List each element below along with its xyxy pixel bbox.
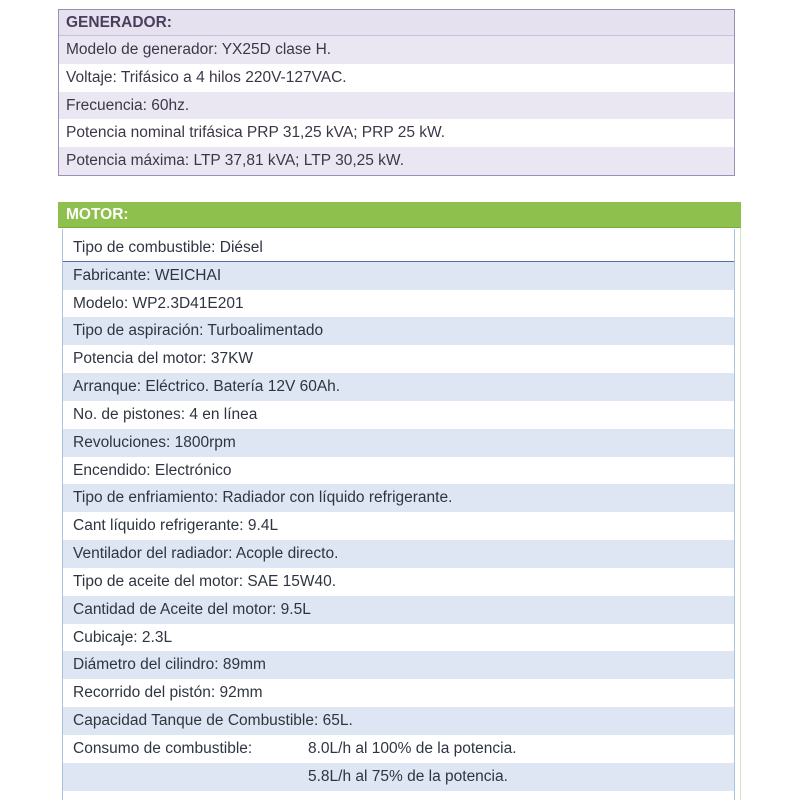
motor-row: Capacidad Tanque de Combustible: 65L. [63,707,734,735]
motor-row: Cubicaje: 2.3L [73,628,173,646]
motor-row: Arranque: Eléctrico. Batería 12V 60Ah. [63,373,734,401]
motor-row: Tipo de aceite del motor: SAE 15W40. [73,572,337,590]
generador-row: Frecuencia: 60hz. [59,92,734,120]
motor-row: Diámetro del cilindro: 89mm [63,651,734,679]
motor-row: Tipo de combustible: Diésel [63,234,734,262]
consumo-label: Consumo de combustible: [73,739,253,757]
consumo-value: 8.0L/h al 100% de la potencia. [308,739,517,757]
consumo-row [63,763,734,791]
motor-row: Cantidad de Aceite del motor: 9.5L [63,596,734,624]
consumo-row-cut [63,791,734,800]
motor-row: Modelo: WP2.3D41E201 [73,294,244,312]
consumo-row [63,735,734,763]
generador-table [58,9,735,176]
motor-table-edge [740,228,741,800]
motor-row: No. de pistones: 4 en línea [73,405,258,423]
motor-row: Potencia del motor: 37KW [73,350,254,368]
motor-row: Encendido: Electrónico [73,461,232,479]
motor-row: Tipo de enfriamiento: Radiador con líquido refrigerante. [63,484,734,512]
motor-row: Ventilador del radiador: Acople directo. [63,540,734,568]
motor-table [62,229,735,800]
consumo-value: 5.8L/h al 75% de la potencia. [308,767,508,785]
generador-row: Potencia nominal trifásica PRP 31,25 kVA; PRP 25 kW. [66,124,446,142]
motor-row: Tipo de aspiración: Turboalimentado [63,317,734,345]
motor-row: Fabricante: WEICHAI [63,262,734,290]
generador-row: Potencia máxima: LTP 37,81 kVA; LTP 30,25 kW. [59,147,734,175]
motor-row: Cant líquido refrigerante: 9.4L [73,517,279,535]
motor-row: Recorrido del pistón: 92mm [73,684,263,702]
motor-title: MOTOR: [58,202,741,228]
generador-row: Voltaje: Trifásico a 4 hilos 220V-127VAC. [66,68,347,86]
generador-row: Modelo de generador: YX25D clase H. [59,36,734,64]
motor-row: Revoluciones: 1800rpm [63,429,734,457]
generador-title: GENERADOR: [59,10,734,36]
